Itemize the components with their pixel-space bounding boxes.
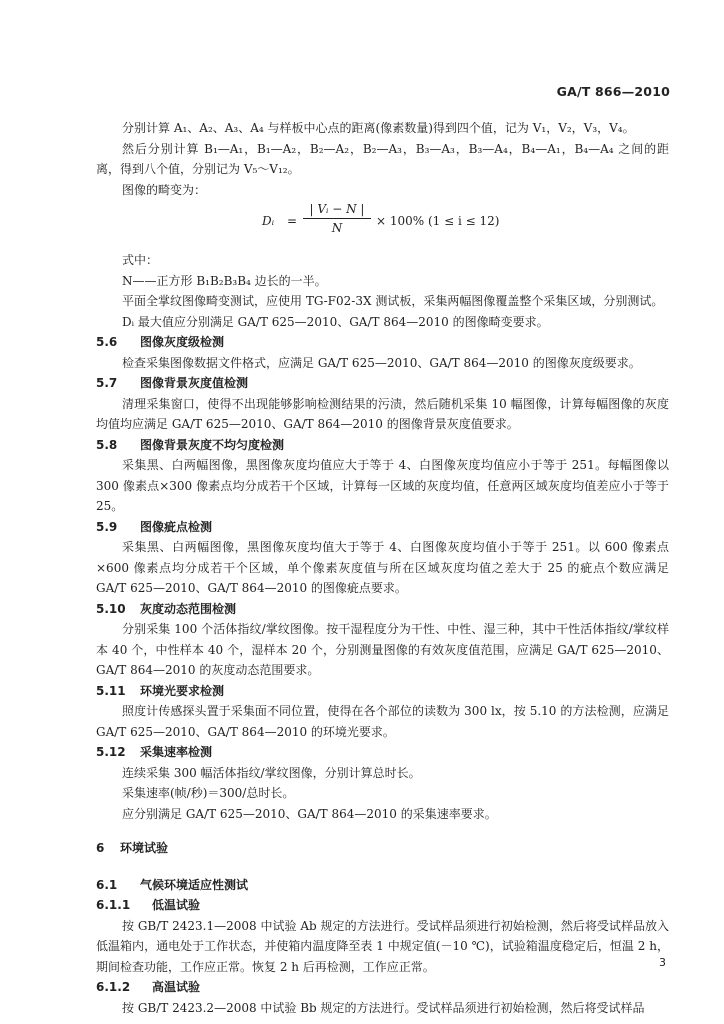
section-heading: 5.10 灰度动态范围检测 — [96, 601, 237, 616]
section-heading: 5.9 图像疵点检测 — [96, 519, 213, 534]
section-heading: 5.6 图像灰度级检测 — [96, 335, 225, 349]
paragraph: Dᵢ 最大值应分别满足 GA/T 625—2010、GA/T 864—2010 的图像畸变要求。 — [122, 314, 549, 329]
formula-equals: = — [287, 214, 298, 228]
section-body: 应分别满足 GA/T 625—2010、GA/T 864—2010 的采集速率要求。 — [122, 806, 497, 821]
section-body: 检查采集图像数据文件格式，应满足 GA/T 625—2010、GA/T 864—2010 的图像灰度级要求。 — [122, 355, 641, 370]
page-number: 3 — [659, 956, 666, 969]
section-heading: 5.12 采集速率检测 — [96, 745, 213, 759]
section-heading: 5.8 图像背景灰度不均匀度检测 — [96, 437, 285, 452]
formula-fraction — [303, 202, 371, 235]
standard-number: GA/T 866—2010 — [556, 84, 670, 99]
section-body: 连续采集 300 幅活体指纹/掌纹图像，分别计算总时长。 — [122, 765, 421, 780]
section-body: 清理采集窗口，使得不出现能够影响检测结果的污渍，然后随机采集 10 幅图像，计算每幅图像的灰度均值均应满足 GA/T 625—2010、GA/T 864—2010 的图像背景灰度值要求。 — [96, 396, 669, 431]
section-body: 采集黑、白两幅图像，黑图像灰度均值大于等于 4、白图像灰度均值小于等于 251。以 600 像素点×600 像素点均分成若干个区域，单个像素灰度值与所在区域灰度均值之差大于 25 的疵点个数应满足 GA/T 625—2010、GA/T 864—2010 的图像疵点要求。 — [96, 540, 669, 595]
section-heading: 5.7 图像背景灰度值检测 — [96, 376, 249, 390]
paragraph: 分别计算 A₁、A₂、A₃、A₄ 与样板中心点的距离(像素数量)得到四个值，记为 V₁，V₂，V₃，V₄。 — [122, 121, 635, 135]
section-body: 分别采集 100 个活体指纹/掌纹图像。按干湿程度分为干性、中性、湿三种，其中干性活体指纹/掌纹样本 40 个，中性样本 40 个，湿样本 20 个，分别测量图像的有效灰度值范围，应满足 GA/T 625—2010、GA/T 864—2010 的灰度动态范围要求。 — [96, 622, 669, 677]
formula-lhs: Dᵢ — [262, 214, 275, 228]
section-body: 照度计传感探头置于采集面不同位置，使得在各个部位的读数为 300 lx，按 5.10 的方法检测，应满足 GA/T 625—2010、GA/T 864—2010 的环境光要求。 — [96, 704, 669, 739]
paragraph: 平面全掌纹图像畸变测试，应使用 TG-F02-3X 测试板，采集两幅图像覆盖整个采集区域，分别测试。 — [122, 294, 664, 308]
chapter-heading: 6 环境试验 — [96, 841, 169, 855]
formula-rhs: × 100% (1 ≤ i ≤ 12) — [376, 214, 500, 228]
formula-denominator: N — [331, 221, 343, 235]
section-heading: 6.1 气候环境适应性测试 — [96, 877, 249, 892]
paragraph: 图像的畸变为： — [122, 182, 207, 197]
paragraph: 然后分别计算 B₁—A₁，B₁—A₂，B₂—A₂，B₂—A₃，B₃—A₃，B₃—A₄，B₄—A₁，B₄—A₄ 之间的距离，得到八个值，分别记为 V₅～V₁₂。 — [96, 141, 669, 176]
subsection-heading: 6.1.1 低温试验 — [96, 898, 201, 912]
section-body: 按 GB/T 2423.1—2008 中试验 Ab 规定的方法进行。受试样品须进行初始检测，然后将受试样品放入低温箱内，通电处于工作状态，并使箱内温度降至表 1 中规定值(－10 ℃)，试验箱温度稳定后，恒温 2 h，期间检查功能，工作应正常。恢复 2 h 后再检测，工作应正常。 — [96, 918, 669, 974]
distortion-formula — [96, 202, 669, 244]
section-body: 采集黑、白两幅图像，黑图像灰度均值应大于等于 4、白图像灰度均值应小于等于 251。每幅图像以 300 像素点×300 像素点均分成若干个区域，计算每一区域的灰度均值，任意两区域灰度均值差应小于等于 25。 — [96, 458, 669, 513]
section-body: 按 GB/T 2423.2—2008 中试验 Bb 规定的方法进行。受试样品须进行初始检测，然后将受试样品 — [122, 1000, 645, 1015]
paragraph: N——正方形 B₁B₂B₃B₄ 边长的一半。 — [122, 273, 327, 288]
subsection-heading: 6.1.2 高温试验 — [96, 980, 201, 994]
paragraph: 式中： — [122, 253, 159, 267]
formula-numerator: | Vᵢ − N | — [303, 202, 371, 219]
section-body: 采集速率(帧/秒)＝300/总时长。 — [122, 786, 295, 800]
section-heading: 5.11 环境光要求检测 — [96, 683, 225, 698]
page-content — [96, 118, 669, 1018]
